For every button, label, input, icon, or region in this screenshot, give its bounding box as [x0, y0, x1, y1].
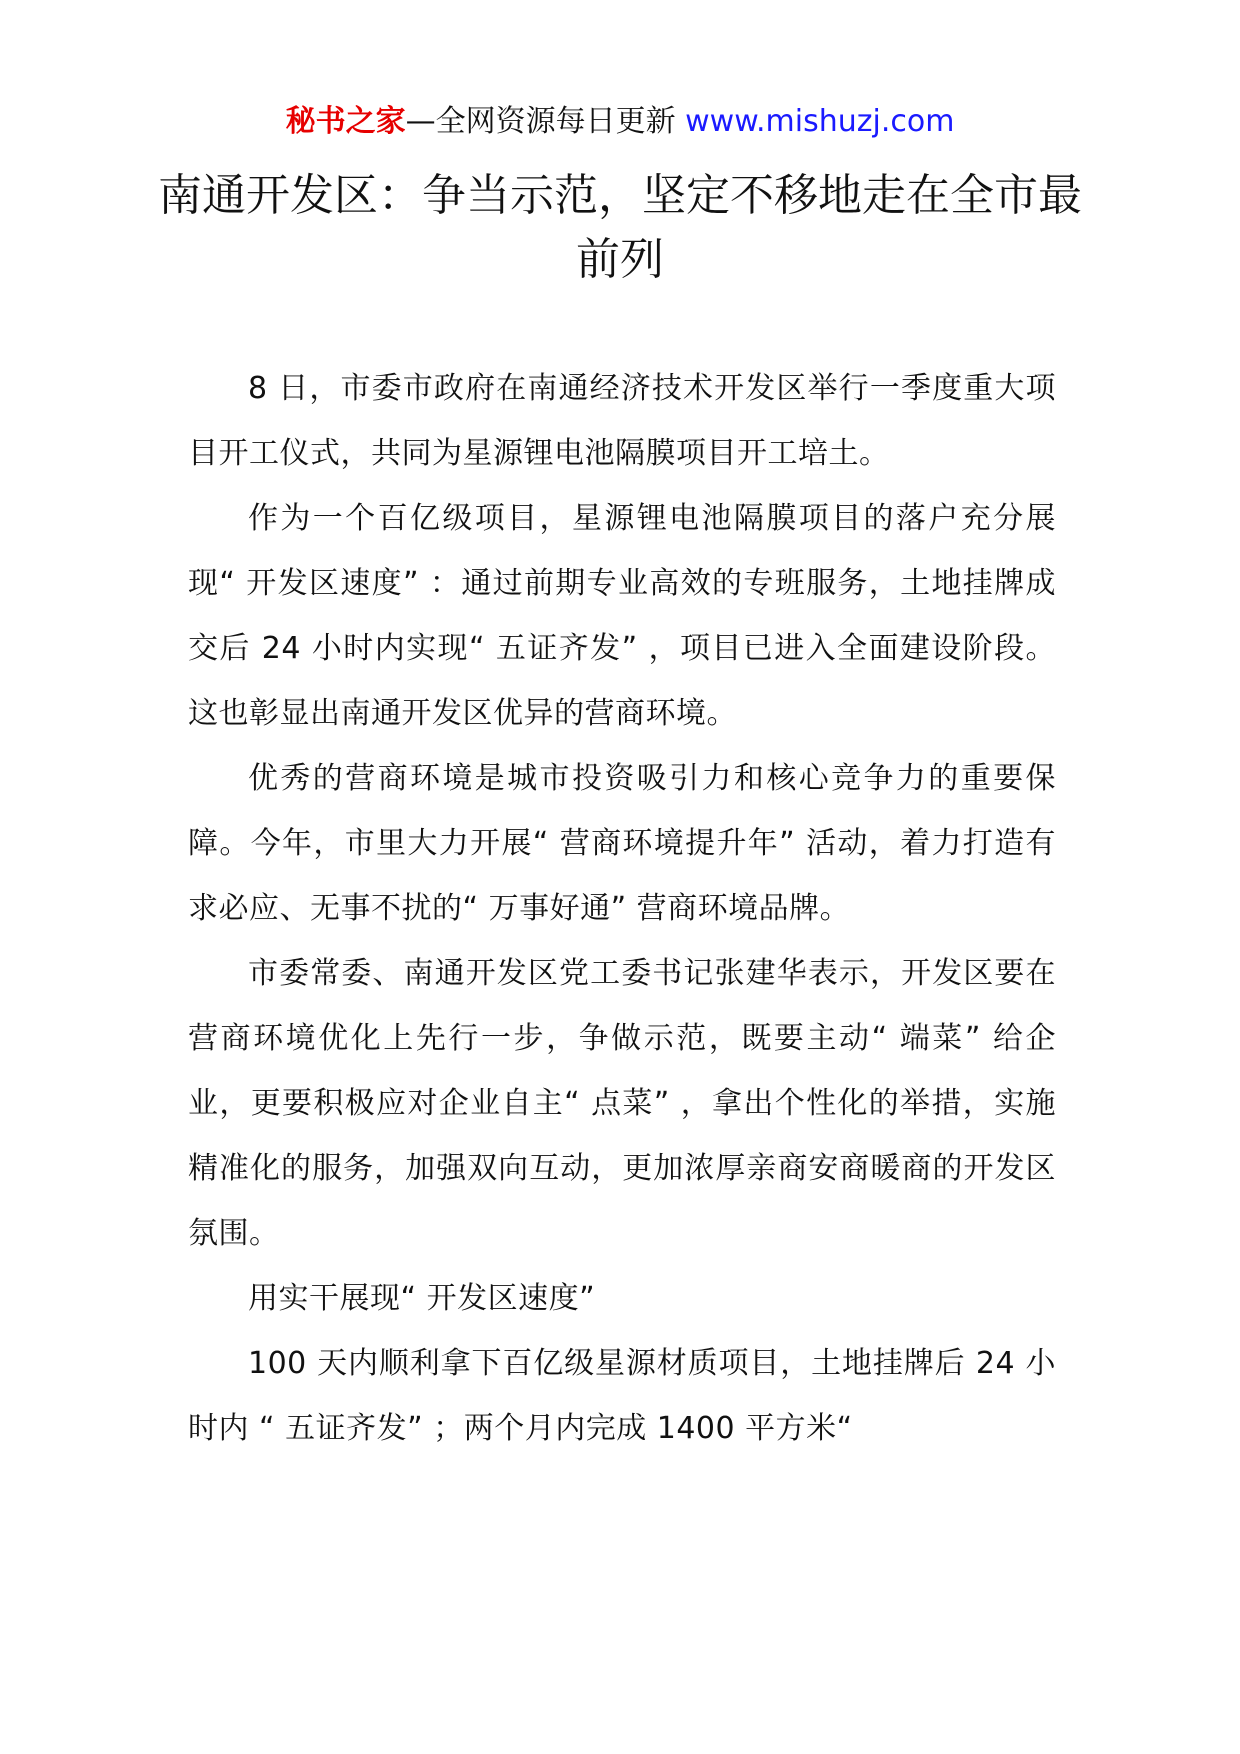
- paragraph: 100 天内顺利拿下百亿级星源材质项目，土地挂牌后 24 小时内 “ 五证齐发” ；两个月内完成 1400 平方米“: [188, 1346, 1056, 1446]
- section-heading: 用实干展现“ 开发区速度”: [248, 1281, 596, 1316]
- article-title: 南通开发区：争当示范，坚定不移地走在全市最前列: [158, 170, 1082, 285]
- site-slogan: —全网资源每日更新: [405, 104, 676, 139]
- paragraph: 8 日，市委市政府在南通经济技术开发区举行一季度重大项目开工仪式，共同为星源锂电池隔膜项目开工培土。: [188, 371, 1056, 471]
- paragraph: 优秀的营商环境是城市投资吸引力和核心竞争力的重要保障。今年，市里大力开展“ 营商环境提升年” 活动，着力打造有求必应、无事不扰的“ 万事好通” 营商环境品牌。: [188, 761, 1056, 926]
- article-body: [188, 356, 1056, 1461]
- site-url-link[interactable]: www.mishuzj.com: [685, 104, 955, 139]
- paragraph: 作为一个百亿级项目，星源锂电池隔膜项目的落户充分展现“ 开发区速度” ：通过前期专业高效的专班服务，土地挂牌成交后 24 小时内实现“ 五证齐发” ，项目已进入全面建设阶段。这也彰显出南通开发区优异的营商环境。: [188, 501, 1056, 731]
- paragraph: 市委常委、南通开发区党工委书记张建华表示，开发区要在营商环境优化上先行一步，争做示范，既要主动“ 端菜” 给企业，更要积极应对企业自主“ 点菜” ，拿出个性化的举措，实施精准化的服务，加强双向互动，更加浓厚亲商安商暖商的开发区氛围。: [188, 956, 1056, 1251]
- site-brand: 秘书之家: [285, 104, 406, 139]
- site-header: [0, 102, 1240, 142]
